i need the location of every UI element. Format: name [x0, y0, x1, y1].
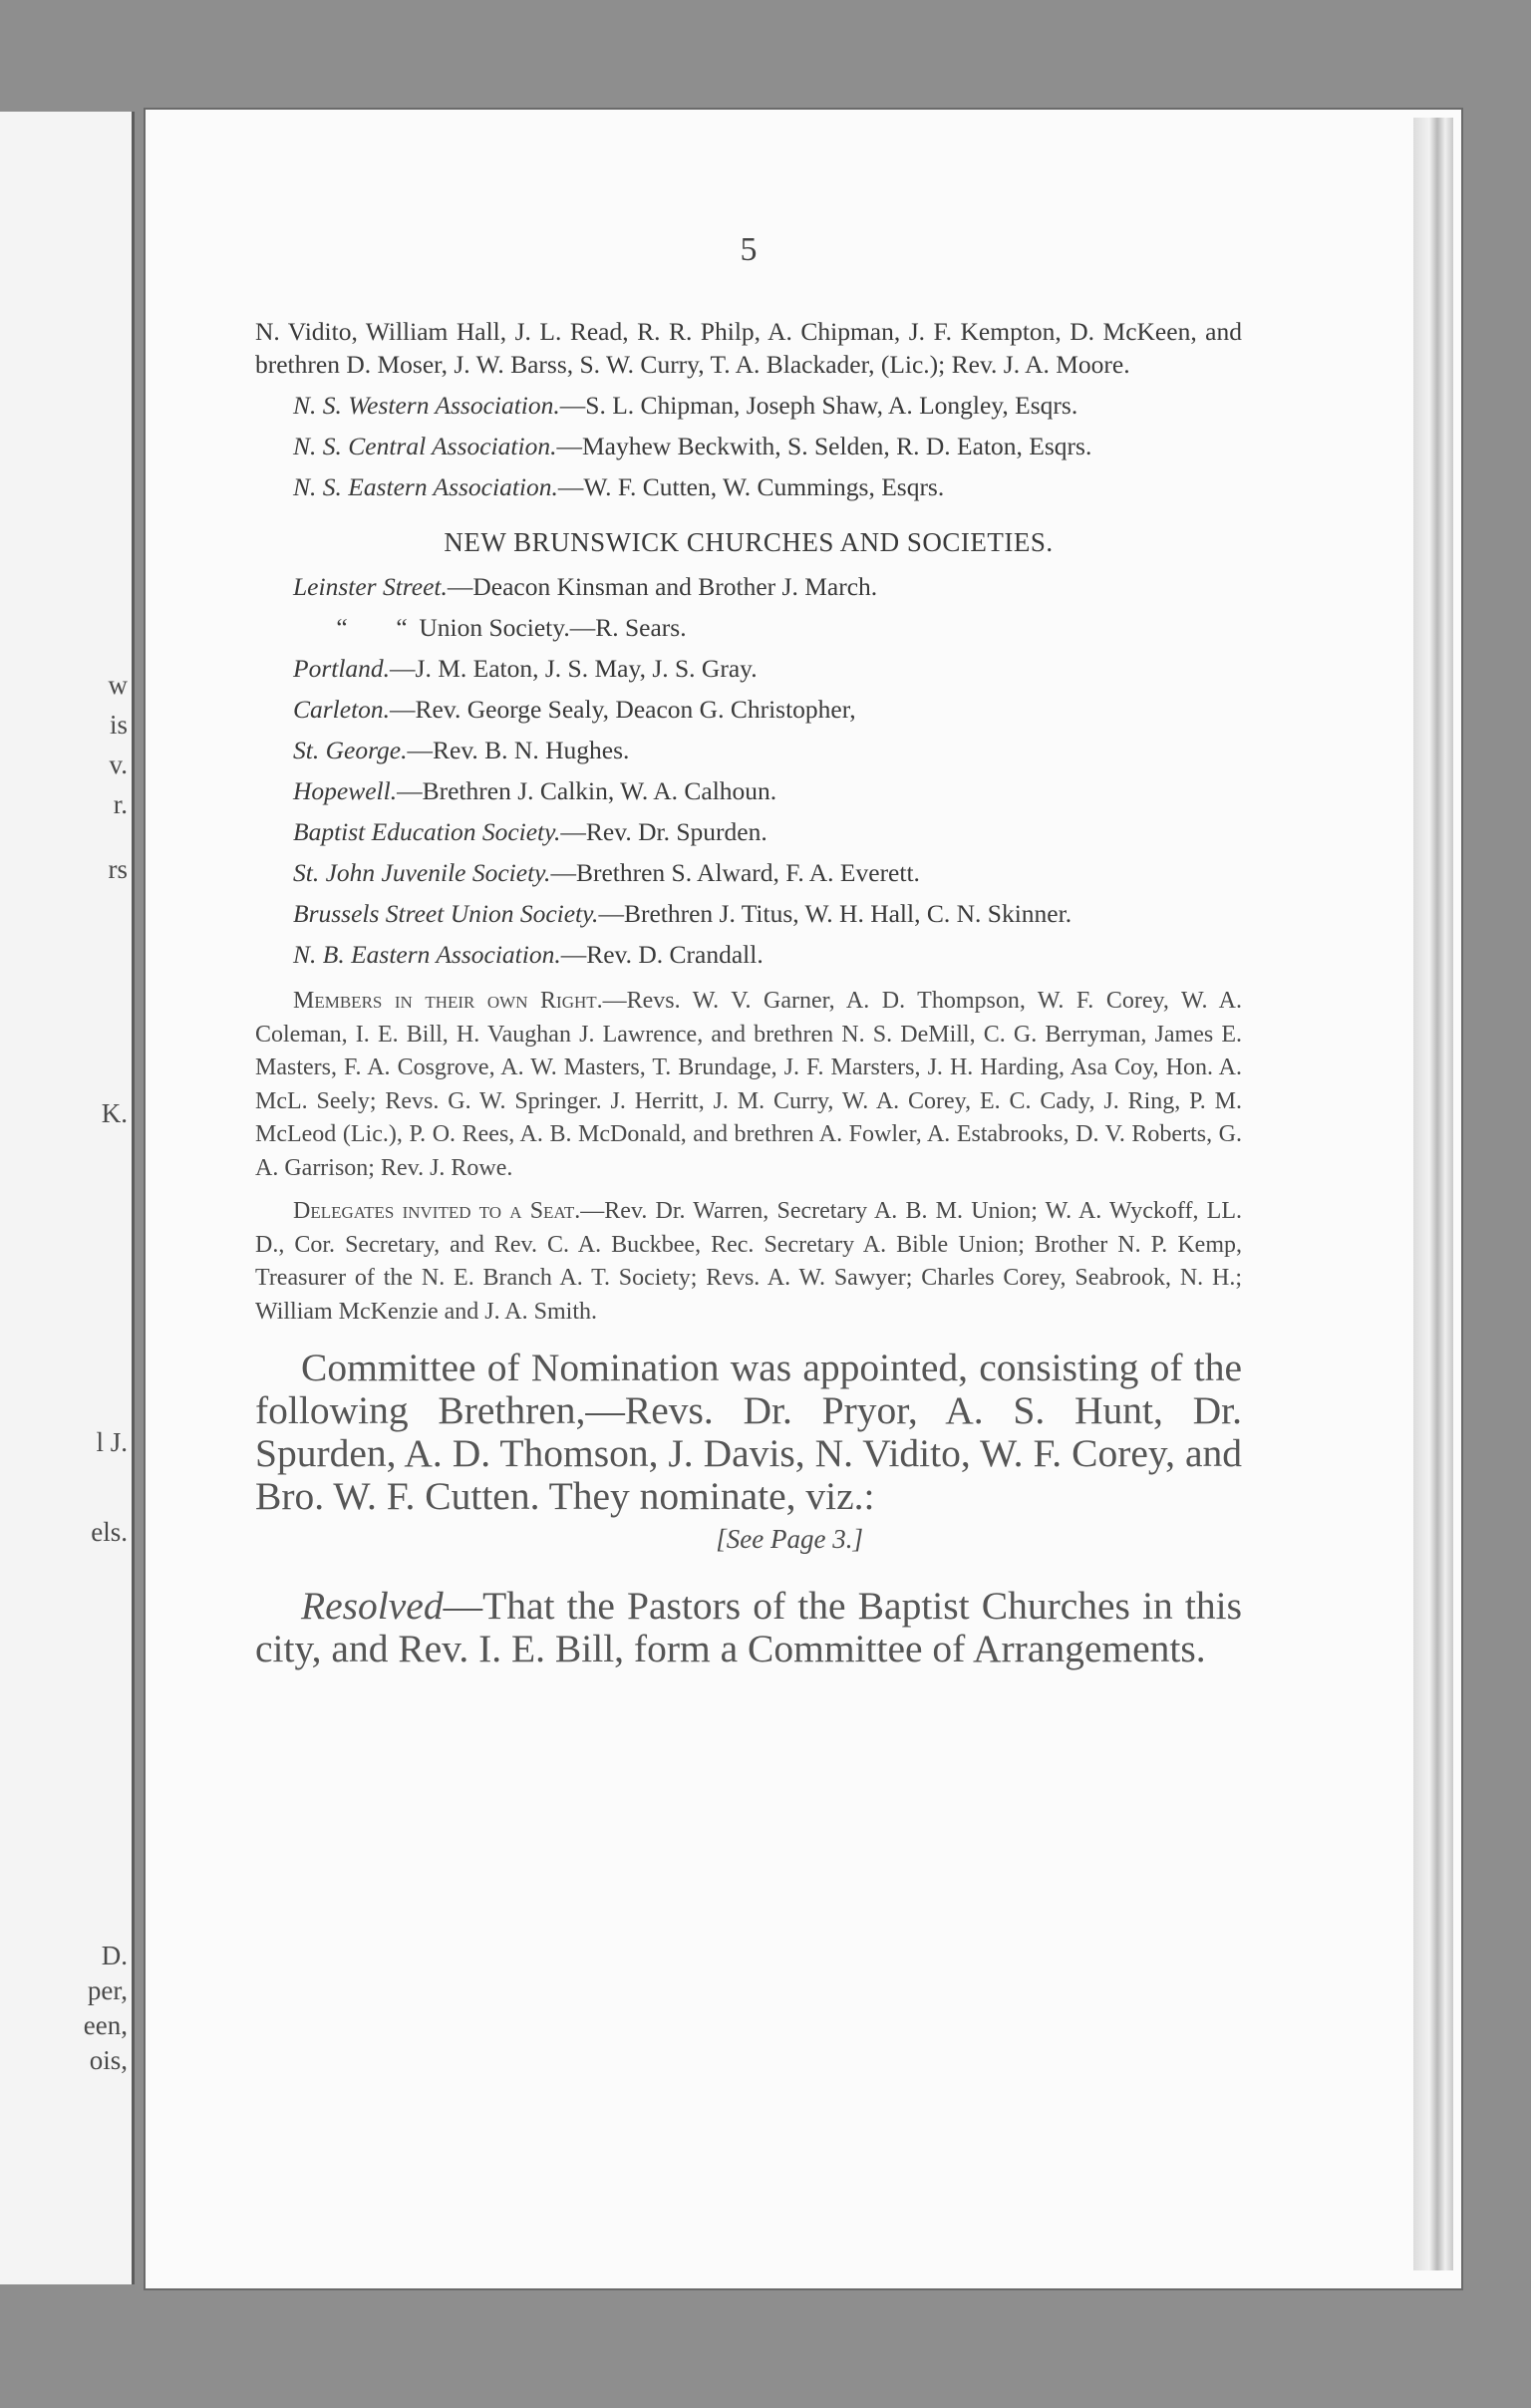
- church-name: Carleton.: [293, 695, 391, 724]
- church-delegates: —Rev. George Sealy, Deacon G. Christopher,: [390, 695, 856, 724]
- church-entry: [255, 734, 1242, 766]
- church-delegates: —Deacon Kinsman and Brother J. March.: [447, 572, 878, 601]
- left-fragment: per,: [87, 1975, 128, 2005]
- delegates-lead: Delegates invited to a Seat.: [293, 1198, 581, 1224]
- members-list: —Revs. W. V. Garner, A. D. Thompson, W. F. Corey, W. A. Coleman, I. E. Bill, H. Vaughan J. Lawrence, and brethren N. S. DeMill, C. G. Berryman, James E. Masters, F. A. Cosgrove, A. W. Masters, T. Brundage, J. F. Marsters, J. H. Harding, Asa Coy, Hon. A. McL. Seely; Revs. G. W. Springer. J. Herritt, J. M. Curry, W. A. Corey, E. C. Cady, J. Ring, P. M. McLeod (Lic.), P. O. Rees, A. B. McDonald, and brethren A. Fowler, A. Estabrooks, D. V. Roberts, G. A. Garrison; Rev. J. Rowe.: [255, 988, 1242, 1181]
- left-fragment: D.: [101, 1941, 128, 1970]
- church-delegates: —Rev. B. N. Hughes.: [407, 736, 630, 764]
- church-entry: [255, 570, 1242, 603]
- section-heading: NEW BRUNSWICK CHURCHES AND SOCIETIES.: [444, 527, 1054, 557]
- church-name: Baptist Education Society.: [293, 817, 561, 846]
- church-delegates: —Brethren J. Titus, W. H. Hall, C. N. Skinner.: [598, 899, 1072, 928]
- left-fragment: v.: [109, 750, 128, 779]
- church-delegates: —Brethren J. Calkin, W. A. Calhoun.: [397, 776, 777, 805]
- church-name: St. John Juvenile Society.: [293, 858, 551, 887]
- association-delegates: —W. F. Cutten, W. Cummings, Esqrs.: [557, 472, 945, 501]
- church-entry: [255, 856, 1242, 889]
- left-fragment: rs: [108, 854, 128, 884]
- church-name: Hopewell.: [293, 776, 398, 805]
- association-entry: [255, 470, 1242, 503]
- delegates-paragraph: [255, 1195, 1242, 1329]
- church-entry: [255, 652, 1242, 685]
- see-page-reference: [See Page 3.]: [716, 1524, 863, 1554]
- left-fragment: els.: [91, 1517, 128, 1547]
- nomination-paragraph: Committee of Nomination was appointed, consisting of the following Brethren,—Revs. Dr. Pryor, A. S. Hunt, Dr. Spurden, A. D. Thomson, J. Davis, N. Vidito, W. F. Corey, and Bro. W. F. Cutten. They nominate, viz.:: [255, 1346, 1242, 1518]
- page-number: 5: [740, 231, 758, 268]
- church-name: Portland.: [293, 654, 391, 683]
- church-entry: [255, 938, 1242, 971]
- resolution-text: —That the Pastors of the Baptist Churches in this city, and Rev. I. E. Bill, form a Committee of Arrangements.: [255, 1584, 1242, 1670]
- ditto-mark: “: [396, 613, 408, 642]
- opening-paragraph: N. Vidito, William Hall, J. L. Read, R. R. Philp, A. Chipman, J. F. Kempton, D. McKeen, and brethren D. Moser, J. W. Barss, S. W. Curry, T. A. Blackader, (Lic.); Rev. J. A. Moore.: [255, 317, 1242, 379]
- left-fragment: K.: [101, 1098, 128, 1128]
- left-fragment: l J.: [96, 1427, 128, 1457]
- association-delegates: —Mayhew Beckwith, S. Selden, R. D. Eaton, Esqrs.: [556, 432, 1092, 460]
- church-delegates: —Rev. Dr. Spurden.: [560, 817, 767, 846]
- church-name: Brussels Street Union Society.: [293, 899, 599, 928]
- association-entry: [255, 389, 1242, 422]
- church-entry: [255, 774, 1242, 807]
- ditto-mark: “: [336, 613, 348, 642]
- church-delegates: —J. M. Eaton, J. S. May, J. S. Gray.: [390, 654, 758, 683]
- left-fragment: r.: [113, 789, 128, 819]
- church-delegates: —Brethren S. Alward, F. A. Everett.: [550, 858, 920, 887]
- church-entry: [255, 815, 1242, 848]
- association-delegates: —S. L. Chipman, Joseph Shaw, A. Longley, Esqrs.: [559, 391, 1078, 420]
- delegates-list: —Rev. Dr. Warren, Secretary A. B. M. Union; W. A. Wyckoff, LL. D., Cor. Secretary, and Rev. C. A. Buckbee, Rec. Secretary A. Bible Union; Brother N. P. Kemp, Treasurer of the N. E. Branch A. T. Society; Revs. A. W. Sawyer; Charles Corey, Seabrook, N. H.; William McKenzie and J. A. Smith.: [255, 1198, 1242, 1325]
- left-fragment: w: [108, 670, 128, 700]
- association-entry: [255, 430, 1242, 462]
- members-paragraph: [255, 985, 1242, 1185]
- page-edge: [1413, 118, 1453, 2270]
- church-name: Leinster Street.: [293, 572, 448, 601]
- church-name: St. George.: [293, 736, 408, 764]
- church-entry: [255, 897, 1242, 930]
- left-page: [0, 112, 135, 2284]
- members-lead: Members in their own Right.: [293, 988, 603, 1014]
- left-fragment: is: [109, 710, 128, 740]
- resolution-paragraph: [255, 1585, 1242, 1670]
- ditto-entry: [255, 611, 1242, 644]
- church-entry: [255, 693, 1242, 726]
- resolved-term: Resolved: [301, 1584, 444, 1628]
- association-name: N. S. Eastern Association.: [293, 472, 558, 501]
- church-name: N. B. Eastern Association.: [293, 940, 561, 969]
- association-name: N. S. Central Association.: [293, 432, 557, 460]
- left-fragment: een,: [83, 2010, 128, 2040]
- page-content: [255, 231, 1242, 1670]
- church-delegates: —Rev. D. Crandall.: [560, 940, 764, 969]
- left-fragment: ois,: [89, 2045, 128, 2075]
- ditto-text: Union Society.—R. Sears.: [419, 613, 687, 642]
- association-name: N. S. Western Association.: [293, 391, 560, 420]
